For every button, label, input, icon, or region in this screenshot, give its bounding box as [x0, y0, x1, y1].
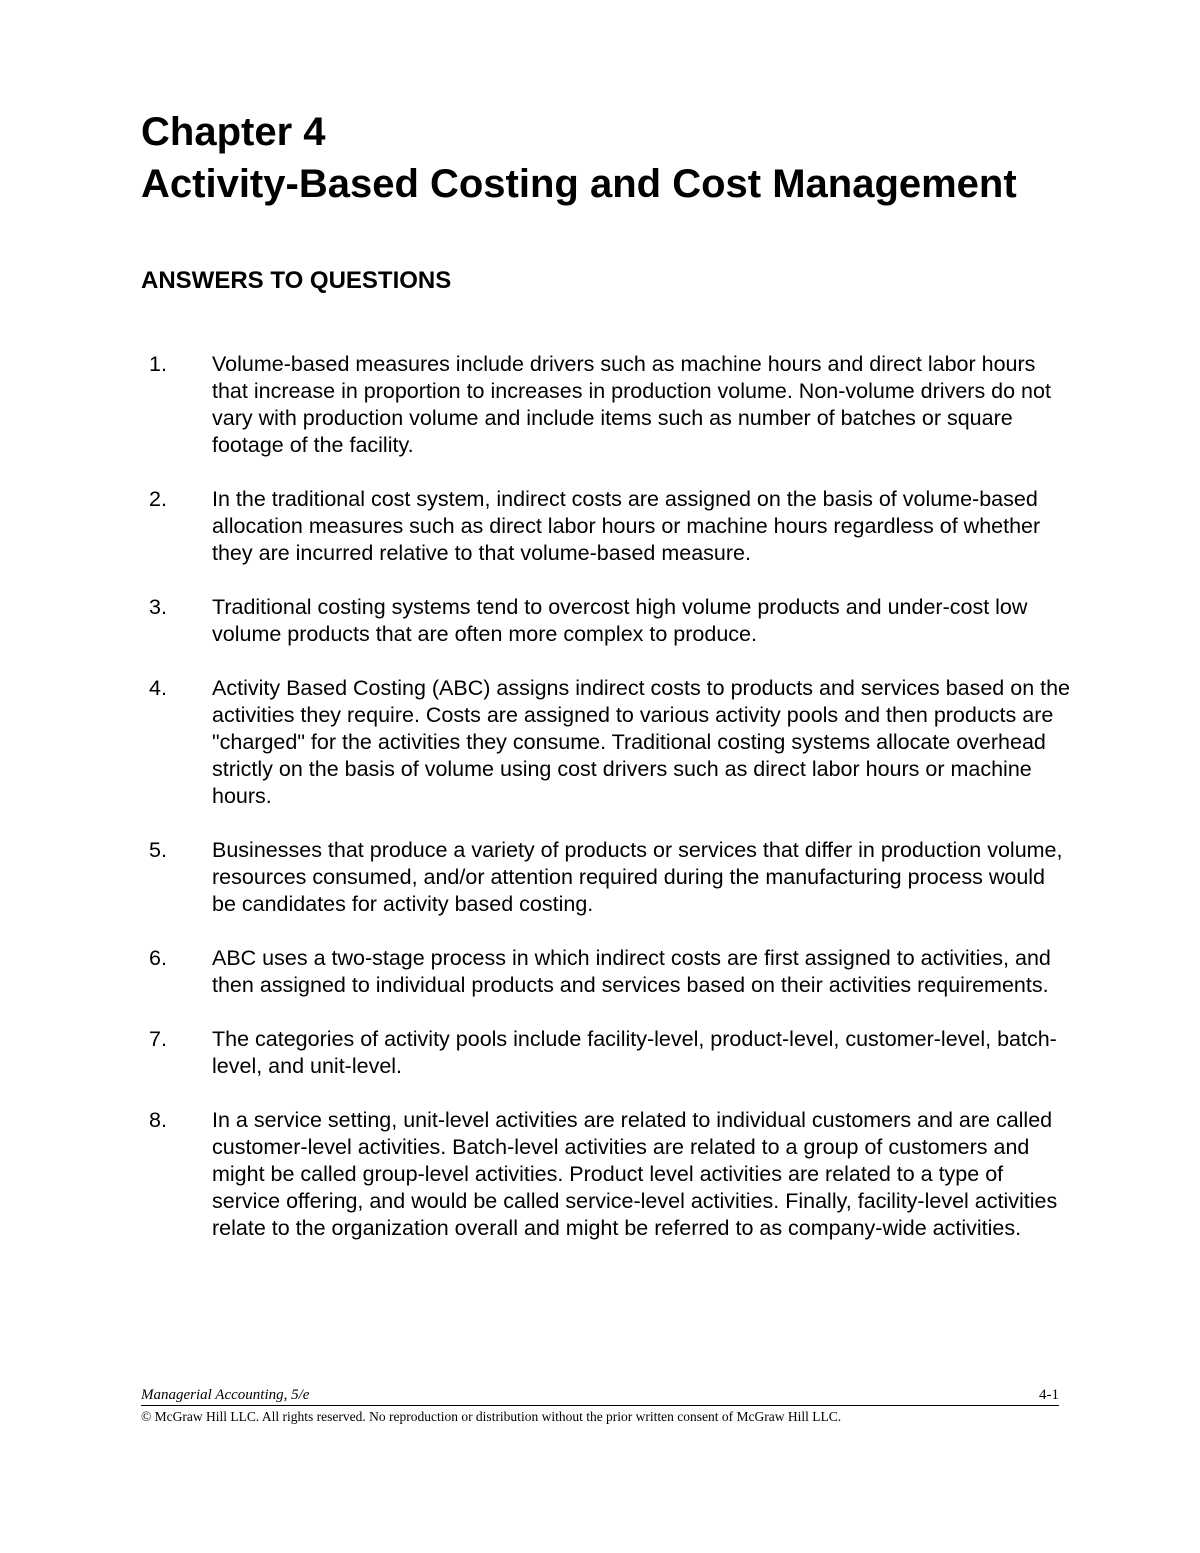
answer-text: ABC uses a two-stage process in which indirect costs are first assigned to activities, and then assigned to individual products and services based on their activities requirements.: [212, 946, 1051, 997]
chapter-title: Activity-Based Costing and Cost Management: [141, 162, 1017, 206]
footer-copyright: © McGraw Hill LLC. All rights reserved. No reproduction or distribution without the prior written consent of McGraw Hill LLC.: [141, 1409, 842, 1424]
answer-item-1: [141, 351, 1081, 459]
answer-text: In a service setting, unit-level activities are related to individual customers and are called customer-level activities. Batch-level activities are related to a group of customers and might be called group-level activities. Product level activities are related to a type of service offering, and would be called service-level activities. Finally, facility-level activities relate to the organization overall and might be referred to as company-wide activities.: [212, 1108, 1058, 1240]
answer-text: The categories of activity pools include facility-level, product-level, customer-level, batch-level, and unit-level.: [212, 1027, 1057, 1078]
answer-item-7: [141, 1026, 1081, 1080]
answer-item-4: [141, 675, 1081, 810]
answer-text: Businesses that produce a variety of products or services that differ in production volume, resources consumed, and/or attention required during the manufacturing process would be candidates for activity based costing.: [212, 838, 1063, 916]
page-footer: [141, 1385, 1059, 1426]
answer-item-5: [141, 837, 1081, 918]
answer-number: 7.: [149, 1027, 167, 1051]
footer-book-title: Managerial Accounting, 5/e: [141, 1387, 310, 1403]
answer-item-8: [141, 1107, 1081, 1242]
answer-text: Activity Based Costing (ABC) assigns indirect costs to products and services based on the activities they require. Costs are assigned to various activity pools and then products are "charged" for the activities they consume. Traditional costing systems allocate overhead strictly on the basis of volume using cost drivers such as direct labor hours or machine hours.: [212, 676, 1071, 808]
answer-number: 3.: [149, 595, 167, 619]
answer-number: 4.: [149, 676, 167, 700]
answer-text: Volume-based measures include drivers such as machine hours and direct labor hours that increase in proportion to increases in production volume. Non-volume drivers do not vary with production volume and include items such as number of batches or square footage of the facility.: [212, 352, 1051, 457]
footer-page-number: 4-1: [1039, 1387, 1059, 1403]
answer-number: 5.: [149, 838, 167, 862]
section-heading: ANSWERS TO QUESTIONS: [141, 267, 452, 294]
answer-text: In the traditional cost system, indirect costs are assigned on the basis of volume-based allocation measures such as direct labor hours or machine hours regardless of whether they are incurred relative to that volume-based measure.: [212, 487, 1041, 565]
footer-rule: [141, 1385, 1059, 1406]
answers-list: [141, 351, 1081, 1269]
answer-number: 2.: [149, 487, 167, 511]
chapter-number: Chapter 4: [141, 110, 326, 154]
answer-item-6: [141, 945, 1081, 999]
answer-text: Traditional costing systems tend to overcost high volume products and under-cost low volume products that are often more complex to produce.: [212, 595, 1028, 646]
answer-item-3: [141, 594, 1081, 648]
answer-item-2: [141, 486, 1081, 567]
answer-number: 1.: [149, 352, 167, 376]
answer-number: 6.: [149, 946, 167, 970]
answer-number: 8.: [149, 1108, 167, 1132]
